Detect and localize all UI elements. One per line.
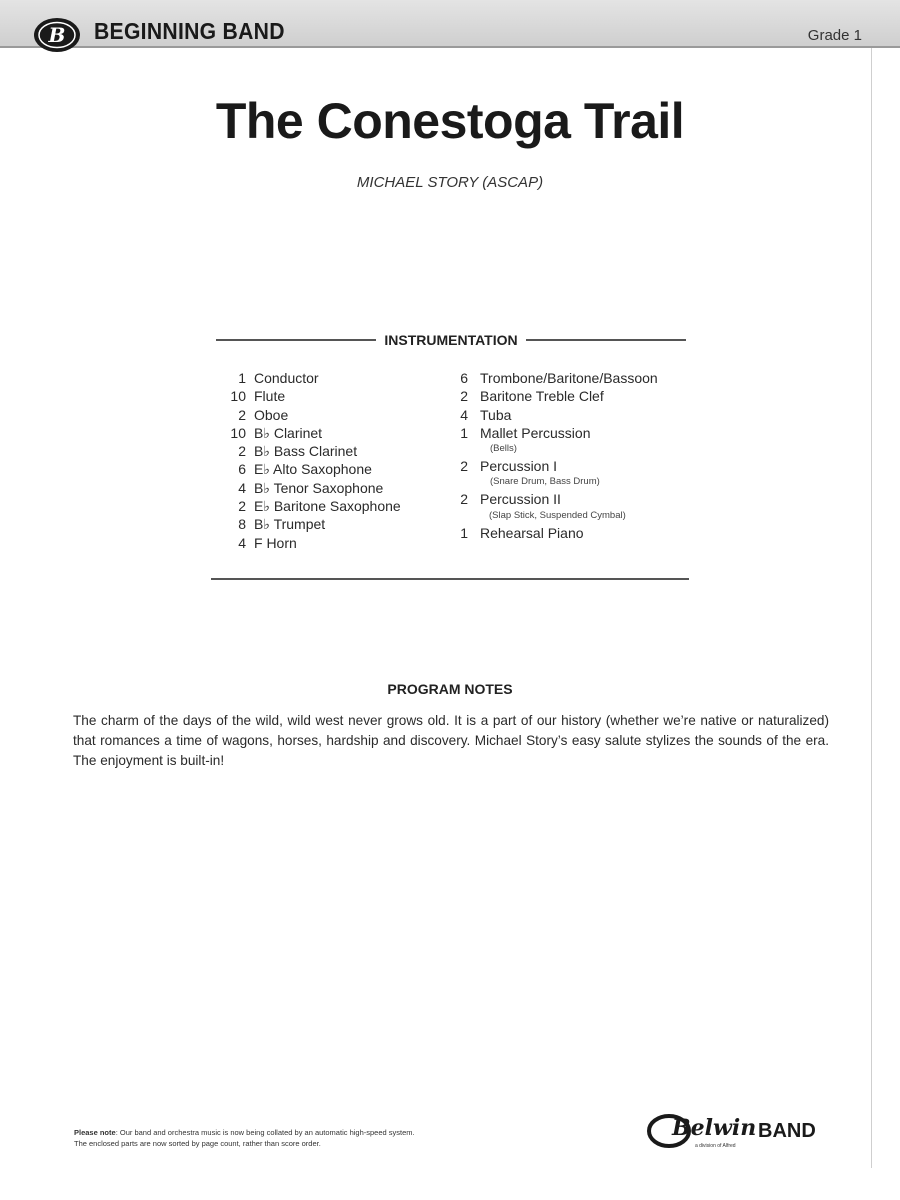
beginning-band-logo-icon xyxy=(32,16,82,54)
instrumentation-bottom-rule xyxy=(211,578,689,580)
instrument-name: B♭ Bass Clarinet xyxy=(254,443,358,460)
instrument-qty: 2 xyxy=(238,498,246,515)
series-title: BEGINNING BAND xyxy=(94,18,285,44)
instrument-row xyxy=(222,460,401,478)
instrument-qty: 4 xyxy=(460,406,468,423)
footer-note-text: : Our band and orchestra music is now being collated by an automatic high-speed system. xyxy=(115,1128,415,1137)
footer-note-label: Please note xyxy=(74,1128,116,1137)
instrument-row xyxy=(222,442,401,460)
instrument-note: (Slap Stick, Suspended Cymbal) xyxy=(489,509,626,521)
instrument-name: Flute xyxy=(254,388,286,405)
grade-label: Grade 1 xyxy=(807,27,862,44)
footer-note-text-2: The enclosed parts are now sorted by page count, rather than score order. xyxy=(74,1139,321,1148)
instrument-name: Rehearsal Piano xyxy=(480,524,584,541)
composer: MICHAEL STORY (ASCAP) xyxy=(356,174,544,191)
instrument-name: Baritone Treble Clef xyxy=(480,388,604,405)
instrument-qty: 1 xyxy=(460,524,468,541)
page-border xyxy=(871,48,872,1168)
instrument-qty: 2 xyxy=(460,458,468,475)
divider xyxy=(526,339,686,341)
instrumentation-heading xyxy=(216,331,686,349)
instrument-qty: 1 xyxy=(238,370,246,386)
instrument-note: (Snare Drum, Bass Drum) xyxy=(490,476,600,488)
instrument-row xyxy=(222,497,401,515)
footer-note xyxy=(74,1127,514,1149)
belwin-band-label: BAND xyxy=(758,1120,816,1142)
instrument-qty: 10 xyxy=(230,388,246,405)
instrument-name: E♭ Baritone Saxophone xyxy=(254,498,401,515)
instrument-row xyxy=(222,387,401,405)
instrument-qty: 1 xyxy=(460,424,468,441)
instrument-name: Trombone/Baritone/Bassoon xyxy=(480,370,658,386)
instrument-note: (Bells) xyxy=(490,443,517,455)
instrument-row xyxy=(446,524,658,542)
instrument-name: B♭ Tenor Saxophone xyxy=(254,479,384,496)
svg-text:B: B xyxy=(48,23,66,47)
instrument-row xyxy=(222,369,401,387)
instrument-name: Percussion II xyxy=(480,491,561,508)
instrument-qty: 4 xyxy=(238,479,246,496)
instrumentation-left-column xyxy=(222,369,401,552)
instrument-qty: 2 xyxy=(238,406,246,423)
instrument-name: Tuba xyxy=(480,406,512,423)
instrument-row xyxy=(446,424,658,442)
header-rule xyxy=(0,46,900,48)
program-notes-body: The charm of the days of the wild, wild west never grows old. It is a part of our history (whether we’re native or naturalized) that romances a time of wagons, horses, hardship and discovery. Michael Story’s easy salute stylizes the sounds of the era. The enjoyment is built-in! xyxy=(73,713,829,768)
instrument-row xyxy=(446,457,658,475)
instrumentation-right-column xyxy=(446,369,658,542)
instrument-row xyxy=(446,490,658,508)
instrument-row xyxy=(222,424,401,442)
instrument-name: Percussion I xyxy=(480,458,558,475)
program-notes-heading: PROGRAM NOTES xyxy=(387,681,513,697)
instrument-qty: 2 xyxy=(460,491,468,508)
instrument-row xyxy=(222,515,401,533)
instrument-row xyxy=(446,369,658,387)
instrument-qty: 8 xyxy=(238,516,246,533)
instrument-qty: 2 xyxy=(460,388,468,405)
instrument-qty: 6 xyxy=(238,461,246,478)
piece-title: The Conestoga Trail xyxy=(215,93,685,149)
instrument-row xyxy=(222,406,401,424)
instrument-row xyxy=(446,387,658,405)
instrument-name: Mallet Percussion xyxy=(480,424,591,441)
instrument-row xyxy=(222,534,401,552)
divider xyxy=(216,339,376,341)
instrument-row xyxy=(222,479,401,497)
instrument-qty: 10 xyxy=(230,424,246,441)
instrument-name: Conductor xyxy=(254,370,319,386)
belwin-brand: Belwin xyxy=(672,1115,757,1141)
instrument-qty: 4 xyxy=(238,534,246,551)
instrumentation-label: INSTRUMENTATION xyxy=(384,332,518,348)
instrument-row xyxy=(446,406,658,424)
instrument-name: Oboe xyxy=(254,406,289,423)
instrument-name: B♭ Clarinet xyxy=(254,424,323,441)
division-label: a division of Alfred xyxy=(695,1143,736,1149)
instrument-name: B♭ Trumpet xyxy=(254,516,326,533)
instrument-qty: 2 xyxy=(238,443,246,460)
instrument-qty: 6 xyxy=(460,370,468,386)
instrument-name: E♭ Alto Saxophone xyxy=(254,461,372,478)
instrument-name: F Horn xyxy=(254,534,297,551)
